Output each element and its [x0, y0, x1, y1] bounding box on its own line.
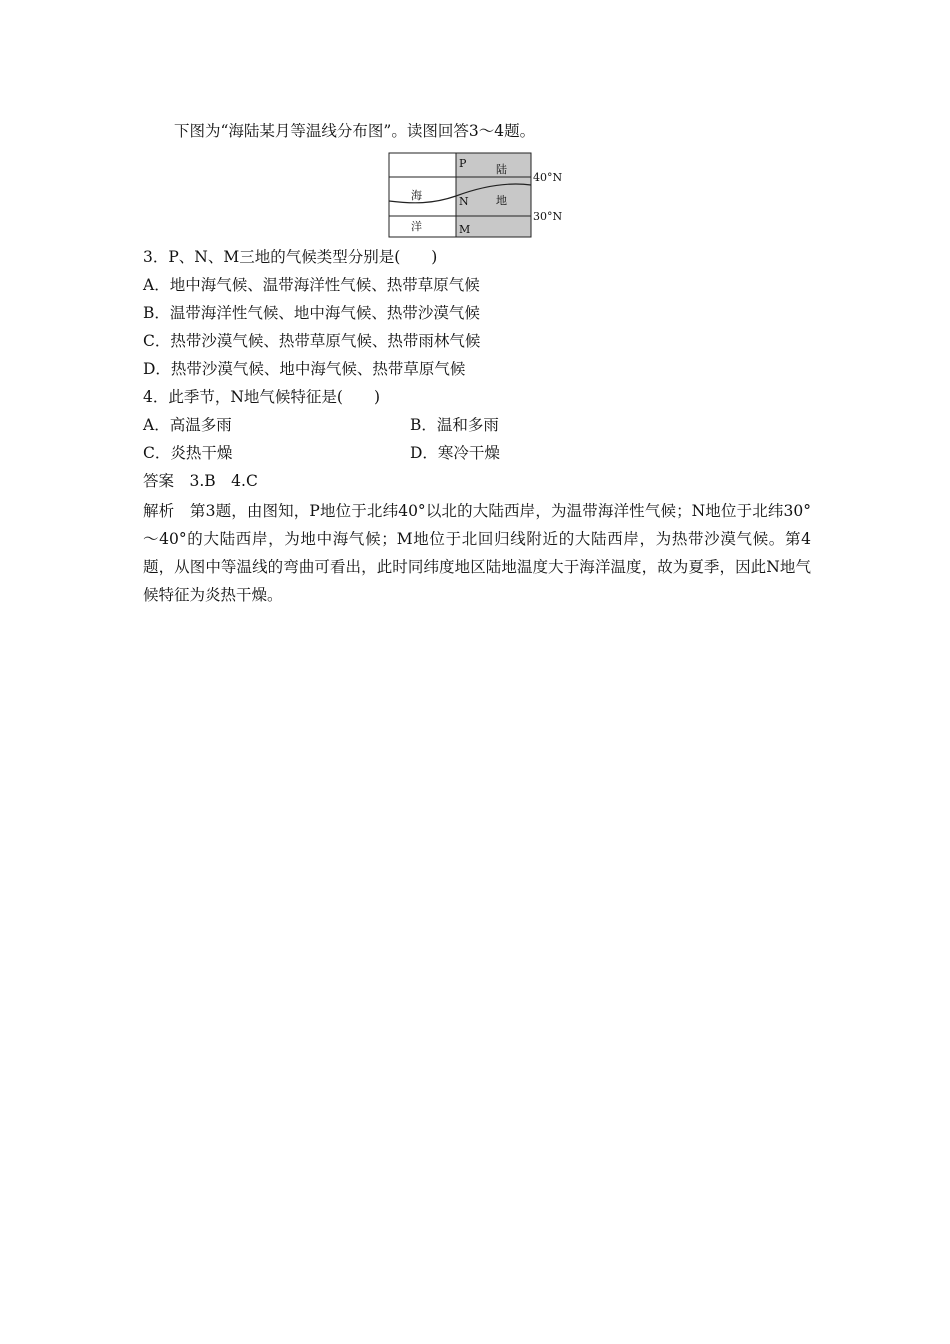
question-3-stem: 3．P、N、M三地的气候类型分别是( )	[143, 248, 438, 266]
sea-label-bottom: 洋	[411, 220, 422, 233]
question-3-option-d: D．热带沙漠气候、地中海气候、热带草原气候	[143, 360, 466, 378]
question-4-option-a: A．高温多雨	[143, 416, 232, 434]
isotherm-map-figure	[388, 152, 568, 242]
sea-area	[389, 153, 456, 237]
question-3-option-a: A．地中海气候、温带海洋性气候、热带草原气候	[143, 276, 480, 294]
question-3-option-c: C．热带沙漠气候、热带草原气候、热带雨林气候	[143, 332, 481, 350]
point-m-label: M	[459, 223, 471, 236]
question-4-option-d: D．寒冷干燥	[410, 444, 500, 462]
land-label-bottom: 地	[496, 194, 507, 207]
question-4-stem: 4．此季节，N地气候特征是( )	[143, 388, 381, 406]
question-4-option-b: B．温和多雨	[410, 416, 499, 434]
point-n-label: N	[459, 195, 469, 208]
land-label-top: 陆	[496, 163, 507, 176]
explanation-paragraph: 解析 第3题，由图知，P地位于北纬40°以北的大陆西岸，为温带海洋性气候；N地位于北纬30°～40°的大陆西岸，为地中海气候；M地位于北回归线附近的大陆西岸，为热带沙漠气候。第4题，从图中等温线的弯曲可看出，此时同纬度地区陆地温度大于海洋温度，故为夏季，因此N地气候特征为炎热干燥。	[143, 502, 811, 604]
latitude-40n-label: 40°N	[533, 171, 563, 184]
sea-label-top: 海	[411, 189, 422, 202]
answer-line: 答案 3.B 4.C	[143, 472, 258, 490]
question-3-option-b: B．温带海洋性气候、地中海气候、热带沙漠气候	[143, 304, 480, 322]
intro-text: 下图为“海陆某月等温线分布图”。读图回答3～4题。	[174, 122, 536, 140]
point-p-label: P	[459, 157, 467, 170]
latitude-30n-label: 30°N	[533, 210, 563, 223]
question-4-option-c: C．炎热干燥	[143, 444, 233, 462]
